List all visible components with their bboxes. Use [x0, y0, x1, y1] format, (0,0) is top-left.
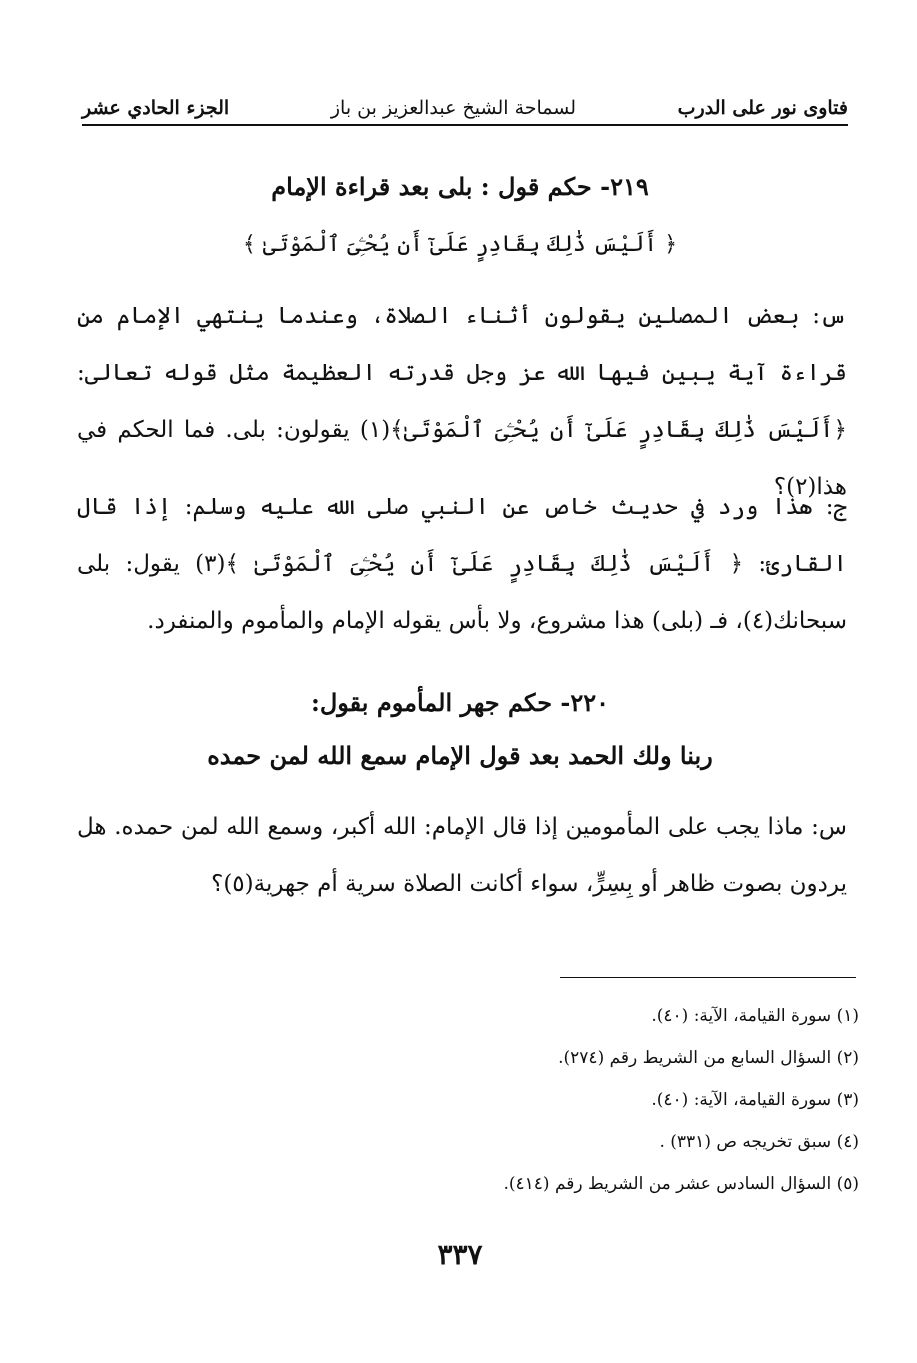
footnote: (١) سورة القيامة، الآية: (٤٠). — [651, 1006, 859, 1026]
section-219-title: ٢١٩- حكم قول : بلى بعد قراءة الإمام — [271, 172, 649, 201]
book-title: فتاوى نور على الدرب — [677, 97, 848, 119]
page-number: ٣٣٧ — [437, 1238, 483, 1271]
section-219-verse: ﴿ أَلَيْسَ ذَٰلِكَ بِقَادِرٍ عَلَىٰٓ أَن يُحْـِۧىَ ٱلْمَوْتَىٰ ﴾ — [242, 232, 678, 257]
footnote: (٥) السؤال السادس عشر من الشريط رقم (٤١٤). — [503, 1174, 859, 1194]
footnote: (٢) السؤال السابع من الشريط رقم (٢٧٤). — [558, 1048, 859, 1068]
section-219-answer: ج: هذا ورد في حديث خاص عن النبي صلى الله عليه وسلم: إذا قال القارئ: ﴿ أَلَيْسَ ذَٰلِكَ بِقَادِرٍ عَلَىٰٓ أَن يُحْـِۧىَ ٱلْمَوْتَىٰ ﴾(٣) يقول: بلى سبحانك(٤)، فـ (بلى) هذا مشروع، ولا بأس يقوله الإمام والمأموم والمنفرد. — [77, 494, 847, 634]
author-line: لسماحة الشيخ عبدالعزيز بن باز — [330, 97, 577, 119]
section-220-question: س: ماذا يجب على المأمومين إذا قال الإمام: الله أكبر، وسمع الله لمن حمده. هل يردون بصوت ظاهر أو بِسِرٍّ، سواء أكانت الصلاة سرية أم جهرية(٥)؟ — [77, 814, 847, 897]
footnote: (٣) سورة القيامة، الآية: (٤٠). — [651, 1090, 859, 1110]
volume-title: الجزء الحادي عشر — [82, 97, 230, 119]
footnote-divider — [560, 977, 856, 978]
section-219-question: س: بعض المصلين يقولون أثناء الصلاة، وعندما ينتهي الإمام من قراءة آية يبين فيها الله عز وجل قدرته العظيمة مثل قوله تعالى: ﴿أَلَيْسَ ذَٰلِكَ بِقَادِرٍ عَلَىٰٓ أَن يُحْـِۧىَ ٱلْمَوْتَىٰ﴾(١) يقولون: بلى. فما الحكم في هذا(٢)؟ — [77, 303, 847, 500]
running-header — [82, 92, 848, 126]
section-220-title: ٢٢٠- حكم جهر المأموم بقول: — [310, 688, 610, 717]
section-220-subtitle: ربنا ولك الحمد بعد قول الإمام سمع الله لمن حمده — [207, 741, 713, 770]
footnote: (٤) سبق تخريجه ص (٣٣١) . — [659, 1132, 859, 1152]
footnotes — [79, 995, 859, 1205]
